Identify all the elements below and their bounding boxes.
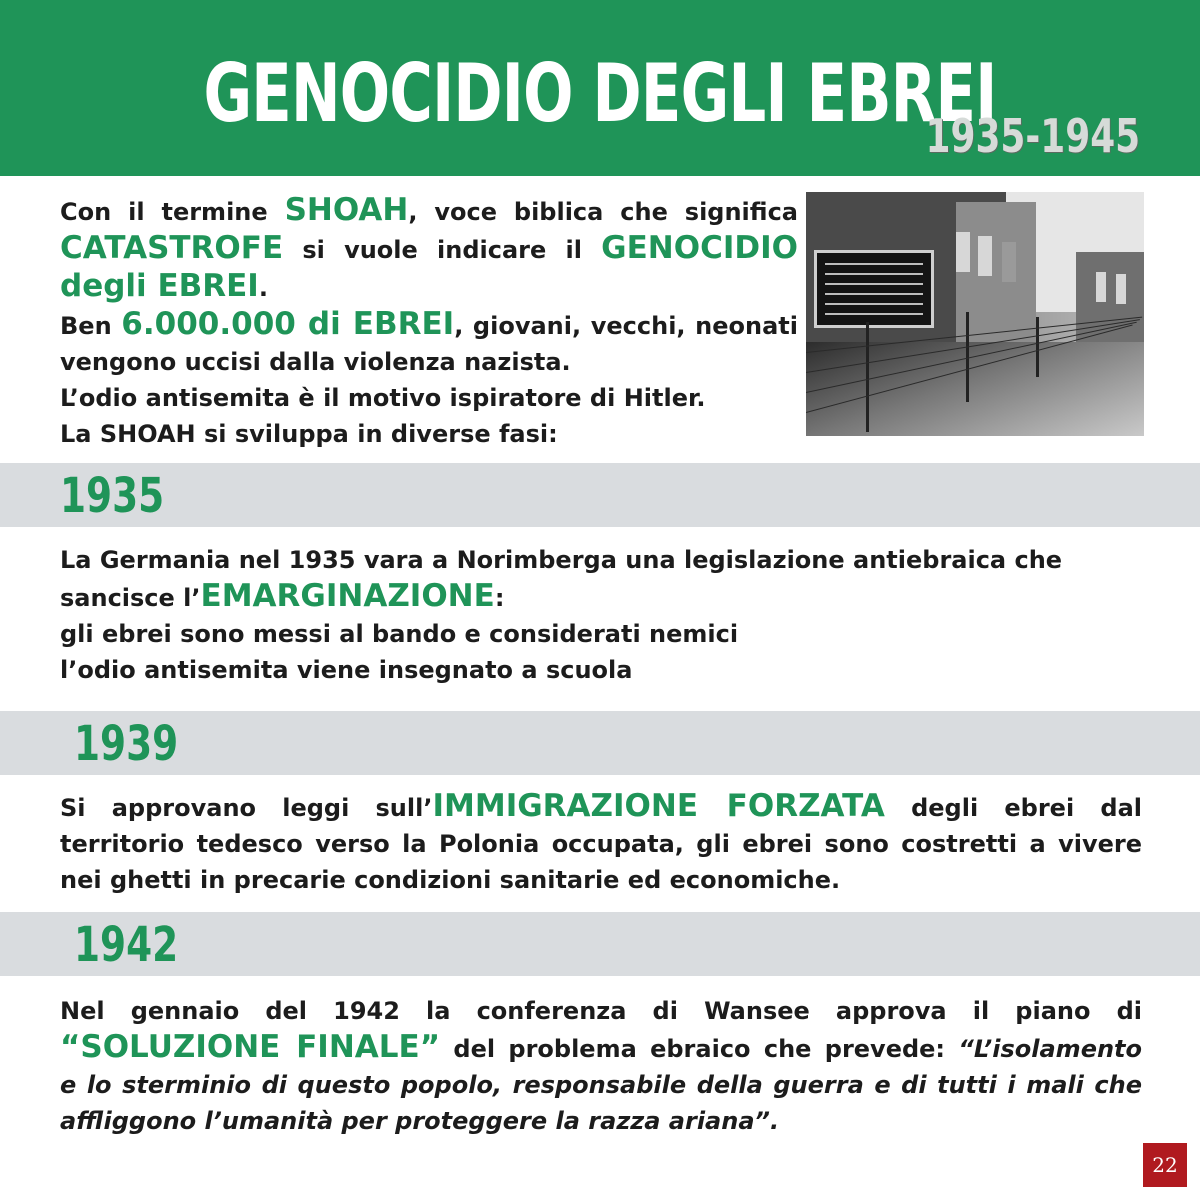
section-band-1939 <box>0 711 1200 775</box>
intro-line-4: Ben 6.000.000 di EBREI, giovani, vecchi, neonati <box>60 306 799 342</box>
intro-paragraph <box>60 192 798 452</box>
ghetto-photo <box>806 192 1144 436</box>
section-year: 1942 <box>74 917 179 973</box>
section-band-1935 <box>0 463 1200 527</box>
intro-line-2: CATASTROFE si vuole indicare il GENOCIDIO <box>60 230 798 266</box>
highlight-catastrofe: CATASTROFE <box>60 230 284 266</box>
header-banner <box>0 0 1200 176</box>
highlight-soluzione-finale: “SOLUZIONE FINALE” <box>60 1029 441 1065</box>
page-number: 22 <box>1143 1143 1187 1187</box>
intro-line-1: Con il termine SHOAH, voce biblica che significa <box>60 192 798 228</box>
period-years: 1935-1945 <box>925 109 1140 163</box>
highlight-genocidio: GENOCIDIO <box>601 230 798 266</box>
intro-line-6: L’odio antisemita è il motivo ispiratore di Hitler. <box>60 384 706 412</box>
section-text-1939: Si approvano leggi sull’IMMIGRAZIONE FORZATA degli ebrei dal territorio tedesco verso la Polonia occupata, gli ebrei sono costretti a vivere nei ghetti in precarie condizioni sanitarie ed economiche. <box>60 788 1142 894</box>
highlight-immigrazione-forzata: IMMIGRAZIONE FORZATA <box>432 788 885 824</box>
intro-line-7: La SHOAH si sviluppa in diverse fasi: <box>60 420 558 448</box>
highlight-shoah: SHOAH <box>284 192 409 228</box>
section-year: 1939 <box>74 716 179 772</box>
intro-line-5: vengono uccisi dalla violenza nazista. <box>60 348 571 376</box>
section-text-1942: Nel gennaio del 1942 la conferenza di Wansee approva il piano di “SOLUZIONE FINALE” del problema ebraico che prevede: “L’isolamento e lo sterminio di questo popolo, responsabile della guerra e di tutti i mali che affliggono l’umanità per proteggere la razza ariana”. <box>60 997 1143 1135</box>
page-title: GENOCIDIO DEGLI EBREI <box>203 47 997 140</box>
highlight-six-million: 6.000.000 di EBREI <box>121 306 455 342</box>
section-year: 1935 <box>60 468 165 524</box>
section-band-1942 <box>0 912 1200 976</box>
highlight-emarginazione: EMARGINAZIONE <box>200 578 495 614</box>
highlight-degli-ebrei: degli EBREI <box>60 268 259 304</box>
section-text-1935: La Germania nel 1935 vara a Norimberga una legislazione antiebraica che sancisce l’EMARGINAZIONE: gli ebrei sono messi al bando e considerati nemici l’odio antisemita viene insegnato a scuola <box>60 546 1063 684</box>
intro-line-3: degli EBREI. <box>60 268 268 304</box>
